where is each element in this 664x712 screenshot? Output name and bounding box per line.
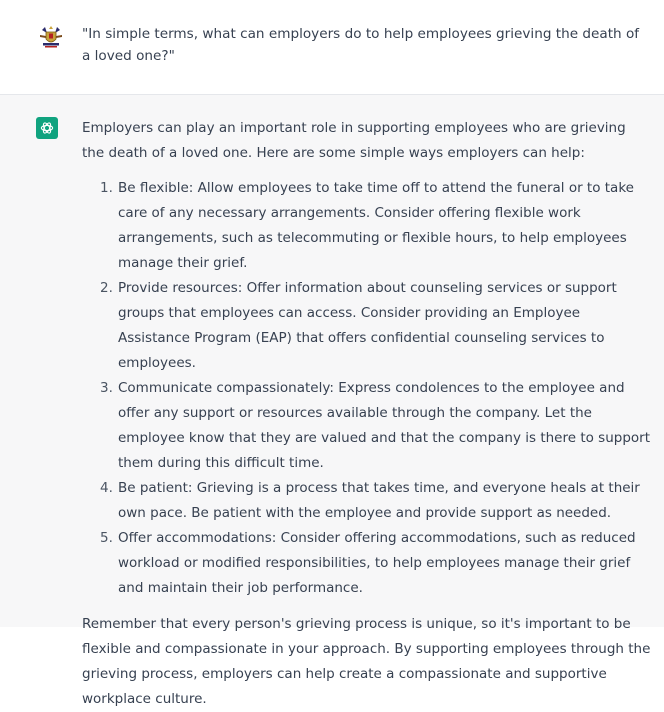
response-conclusion: Remember that every person's grieving process is unique, so it's important to be flexible and compassionate in your approach. By supporting employees through the grieving process, employers can help create a compassionate and supportive workplace culture.	[82, 616, 651, 707]
openai-logo-icon	[36, 117, 58, 139]
response-intro: Employers can play an important role in supporting employees who are grieving the death of a loved one. Here are some simple ways employers can help:	[82, 120, 626, 161]
assistant-message	[0, 95, 664, 707]
crest-logo-icon	[36, 22, 66, 52]
user-message	[0, 0, 664, 95]
tips-list	[82, 176, 652, 601]
list-item: 1. Be flexible: Allow employees to take time off to attend the funeral or to take care of any necessary arrangements. Consider offering flexible work arrangements, such as telecommuting or flexible hours, to help employees manage their grief.	[100, 180, 634, 271]
list-item: 4. Be patient: Grieving is a process that takes time, and everyone heals at their own pace. Be patient with the employee and provide support as needed.	[100, 480, 640, 521]
user-message-text: "In simple terms, what can employers do to help employees grieving the death of a loved one?"	[82, 26, 640, 64]
assistant-response	[82, 116, 652, 707]
list-item: 3. Communicate compassionately: Express condolences to the employee and offer any support or resources available through the company. Let the employee know that they are valued and that the company is there to support them during this difficult time.	[100, 380, 651, 471]
list-item: 2. Provide resources: Offer information about counseling services or support groups that employees can access. Consider providing an Employee Assistance Program (EAP) that offers confidential counseling services to employees.	[100, 280, 617, 371]
list-item: 5. Offer accommodations: Consider offering accommodations, such as reduced workload or modified responsibilities, to help employees manage their grief and maintain their job performance.	[100, 530, 636, 596]
